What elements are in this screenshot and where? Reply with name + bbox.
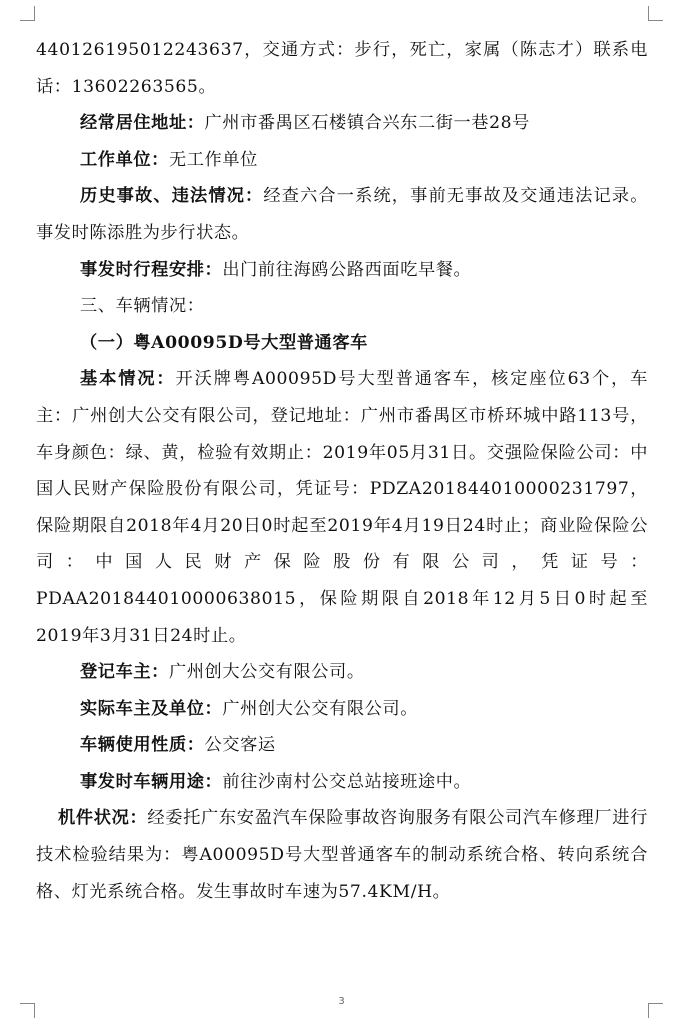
value-basic-info: 开沃牌粤A00095D号大型普通客车，核定座位63个，车主：广州创大公交有限公司，登记地址：广州市番禺区市桥环城中路113号，车身颜色：绿、黄，检验有效期止：2019年05月31日。交强险保险公司：中国人民财产保险股份有限公司，凭证号：PDZA201844010000231797，保险期限自2018年4月20日0时起至2019年4月19日24时止；商业险保险公司：中国人民财产保险股份有限公司，凭证号：PDAA201844010000638015，保险期限自2018年12月5日0时起至2019年3月31日24时止。 [36,369,648,646]
label-employer: 工作单位： [80,149,169,170]
label-mechanical-condition: 机件状况： [58,808,148,829]
crop-mark-top-left [20,6,35,21]
paragraph-itinerary [36,252,648,289]
label-basic-info: 基本情况： [80,369,176,390]
paragraph-address [36,105,648,142]
value-employer: 无工作单位 [168,149,258,170]
paragraph-usage-nature [36,727,648,764]
label-registered-owner: 登记车主： [80,662,169,683]
paragraph-basic-info [36,361,648,654]
paragraph-usage-at-incident [36,764,648,801]
value-registered-owner: 广州创大公交有限公司。 [168,662,365,683]
label-usage-nature: 车辆使用性质： [80,735,205,756]
paragraph-employer [36,142,648,179]
label-history: 历史事故、违法情况： [80,186,264,207]
label-actual-owner: 实际车主及单位： [80,698,223,719]
page-number: 3 [338,996,345,1007]
document-body [36,32,648,910]
paragraph-contact: 440126195012243637，交通方式：步行，死亡，家属（陈志才）联系电话：13602263565。 [36,40,648,97]
value-address: 广州市番禺区石楼镇合兴东二街一巷28号 [204,113,530,134]
value-usage-nature: 公交客运 [204,735,276,756]
value-usage-at-incident: 前往沙南村公交总站接班途中。 [222,771,472,792]
subsection-heading-bus: （一）粤A00095D号大型普通客车 [80,332,368,353]
paragraph-history [36,178,648,251]
label-itinerary: 事发时行程安排： [80,259,223,280]
value-history: 经查六合一系统，事前无事故及交通违法记录。事发时陈添胜为步行状态。 [36,186,648,243]
section-heading-vehicles: 三、车辆情况： [80,296,205,317]
value-mechanical-condition: 经委托广东安盈汽车保险事故咨询服务有限公司汽车修理厂进行技术检验结果为：粤A00095D号大型普通客车的制动系统合格、转向系统合格、灯光系统合格。发生事故时车速为57.4KM/H。 [36,808,648,902]
paragraph-actual-owner [36,691,648,728]
paragraph-registered-owner [36,654,648,691]
label-usage-at-incident: 事发时车辆用途： [80,771,223,792]
paragraph-mechanical-condition [36,800,648,910]
value-actual-owner: 广州创大公交有限公司。 [222,698,418,719]
value-itinerary: 出门前往海鸥公路西面吃早餐。 [222,259,472,280]
crop-mark-top-right [648,6,663,21]
label-address: 经常居住地址： [80,113,205,134]
